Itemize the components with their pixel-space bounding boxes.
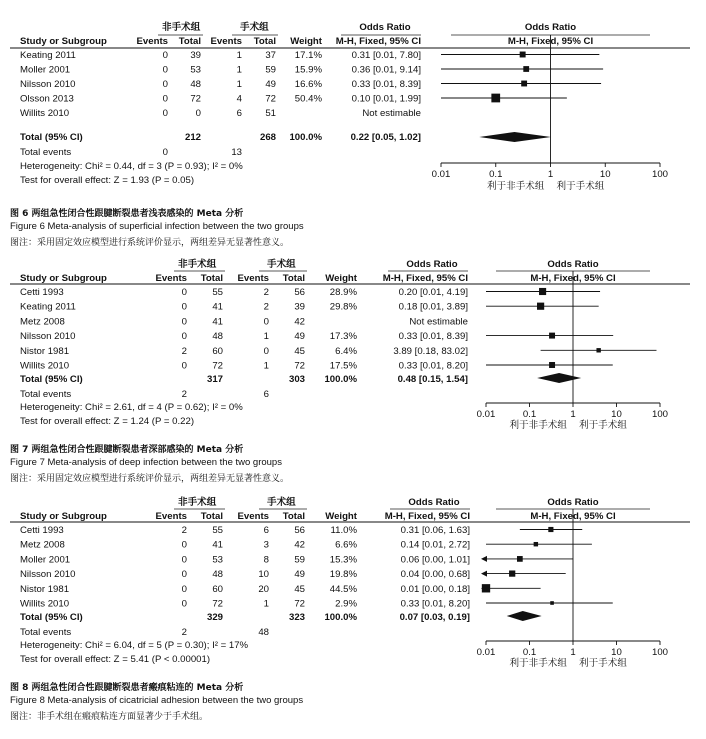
total-weight: 100.0% <box>289 132 322 143</box>
study-total2: 59 <box>294 554 305 566</box>
group1-header: 非手术组 <box>162 22 201 33</box>
study-name: Cetti 1993 <box>20 525 64 536</box>
study-total2: 49 <box>294 569 305 581</box>
x-axis-tick-label: 0.01 <box>476 409 496 420</box>
favours-left-label: 利于非手术组 <box>486 181 545 192</box>
study-total1: 41 <box>212 301 223 313</box>
figure-caption-en: Figure 7 Meta-analysis of deep infection between the two groups <box>10 457 282 468</box>
study-or-ci: 0.18 [0.01, 3.89] <box>398 301 468 313</box>
effect-square <box>482 584 490 592</box>
study-events1: 0 <box>162 79 168 90</box>
heterogeneity-text: Heterogeneity: Chi² = 2.61, df = 4 (P = 0.62); I² = 0% <box>20 402 243 413</box>
study-or-ci: 0.36 [0.01, 9.14] <box>351 64 421 76</box>
study-events2: 10 <box>258 569 269 581</box>
total-events1: 2 <box>181 627 187 638</box>
study-total2: 42 <box>294 316 305 328</box>
total-events2: 13 <box>231 147 242 158</box>
study-name: Willits 2010 <box>20 108 70 119</box>
x-axis-tick-label: 1 <box>570 647 576 658</box>
study-events2: 6 <box>236 108 242 119</box>
study-events2: 1 <box>263 598 269 610</box>
x-axis-tick-label: 10 <box>611 647 622 658</box>
favours-left-label: 利于非手术组 <box>509 658 567 669</box>
study-weight: 19.8% <box>329 569 357 581</box>
col-header-weight: Weight <box>325 511 357 522</box>
study-weight: 17.3% <box>329 331 357 343</box>
effect-square <box>534 542 538 546</box>
forest-figure-deep-infection <box>0 256 706 492</box>
study-name: Nilsson 2010 <box>20 569 76 581</box>
col-header-or-method: M-H, Fixed, 95% CI <box>335 36 421 47</box>
study-name: Moller 2001 <box>20 554 71 566</box>
heterogeneity-text: Heterogeneity: Chi² = 0.44, df = 3 (P = 0.93); I² = 0% <box>20 161 243 172</box>
total-events2: 6 <box>263 389 269 400</box>
study-name: Willits 2010 <box>20 360 70 372</box>
study-total2: 45 <box>294 583 305 595</box>
total-or-ci: 0.48 [0.15, 1.54] <box>397 374 468 385</box>
study-total2: 39 <box>294 301 305 313</box>
study-total2: 56 <box>294 287 305 298</box>
study-total1: 48 <box>190 79 201 90</box>
study-total1: 55 <box>212 287 223 298</box>
forest-table-and-plot <box>0 0 706 200</box>
study-name: Keating 2011 <box>20 50 76 61</box>
col-header-study: Study or Subgroup <box>20 36 107 47</box>
or-title-header: Odds Ratio <box>406 259 458 270</box>
x-axis-tick-label: 100 <box>651 169 669 180</box>
study-or-ci: 0.31 [0.01, 7.80] <box>351 50 421 61</box>
study-name: Nistor 1981 <box>20 583 70 595</box>
figure-caption-note: 图注：非手术组在瘢痕粘连方面显著少于手术组。 <box>10 712 209 722</box>
study-events1: 0 <box>181 554 187 566</box>
study-events1: 2 <box>181 345 187 357</box>
study-weight: 11.0% <box>330 525 357 536</box>
overall-effect-text: Test for overall effect: Z = 1.24 (P = 0.22) <box>20 416 195 427</box>
study-total1: 72 <box>212 360 223 372</box>
x-axis-tick-label: 1 <box>570 409 576 420</box>
col-header-weight: Weight <box>325 273 357 284</box>
forest-table-and-plot <box>0 494 706 679</box>
plot-title-header: Odds Ratio <box>547 497 599 508</box>
effect-square <box>491 94 500 103</box>
col-header-events2: Events <box>237 511 269 522</box>
study-total2: 42 <box>294 539 305 551</box>
study-or-ci: 0.06 [0.00, 1.01] <box>400 554 470 566</box>
study-name: Metz 2008 <box>20 316 65 328</box>
total-weight: 100.0% <box>324 374 357 385</box>
x-axis-tick-label: 0.1 <box>522 647 537 658</box>
ci-left-arrow <box>481 556 487 562</box>
study-events1: 0 <box>181 539 187 551</box>
study-weight: 2.9% <box>335 598 357 610</box>
col-header-plot-method: M-H, Fixed, 95% CI <box>530 511 616 522</box>
figure-caption-note: 图注：采用固定效应模型进行系统评价显示，两组差异无显著性意义。 <box>10 238 290 248</box>
favours-left-label: 利于非手术组 <box>509 420 567 431</box>
total-n1: 212 <box>184 132 201 143</box>
study-name: Metz 2008 <box>20 539 65 551</box>
effect-square <box>523 66 529 72</box>
effect-square <box>596 348 600 352</box>
overall-effect-text: Test for overall effect: Z = 1.93 (P = 0.05) <box>20 175 195 186</box>
total-weight: 100.0% <box>324 612 357 623</box>
study-total2: 49 <box>294 331 305 343</box>
figure-caption-cn: 图 7 两组急性闭合性跟腱断裂患者深部感染的 Meta 分析 <box>10 445 244 455</box>
study-events1: 0 <box>181 301 187 313</box>
study-events2: 2 <box>263 301 269 313</box>
study-total2: 72 <box>265 93 276 105</box>
pooled-diamond <box>537 373 581 383</box>
x-axis-tick-label: 100 <box>651 647 669 658</box>
effect-square <box>550 601 554 605</box>
favours-right-label: 利于手术组 <box>556 181 605 192</box>
group1-header: 非手术组 <box>178 259 217 270</box>
total-or-ci: 0.22 [0.05, 1.02] <box>350 132 421 143</box>
col-header-weight: Weight <box>290 36 322 47</box>
study-name: Nilsson 2010 <box>20 331 76 343</box>
group2-header: 手术组 <box>267 497 296 508</box>
study-or-ci: 0.31 [0.06, 1.63] <box>400 525 470 536</box>
study-events1: 0 <box>181 331 187 343</box>
x-axis-tick-label: 1 <box>547 169 554 180</box>
study-name: Nilsson 2010 <box>20 79 76 90</box>
study-total1: 0 <box>195 108 201 119</box>
col-header-events2: Events <box>237 273 269 284</box>
study-or-ci: 0.33 [0.01, 8.20] <box>400 598 470 610</box>
study-weight: 6.4% <box>335 345 357 357</box>
x-axis-tick-label: 10 <box>611 409 622 420</box>
effect-square <box>537 303 544 310</box>
study-events1: 0 <box>181 316 187 328</box>
study-or-ci: 0.01 [0.00, 0.18] <box>400 583 470 595</box>
study-weight: 29.8% <box>329 301 357 313</box>
overall-effect-text: Test for overall effect: Z = 5.41 (P < 0.00001) <box>20 654 211 665</box>
study-events2: 1 <box>236 50 242 61</box>
total-n1: 317 <box>206 374 223 385</box>
plot-title-header: Odds Ratio <box>524 22 577 33</box>
study-events1: 0 <box>181 569 187 581</box>
total-or-ci: 0.07 [0.03, 0.19] <box>399 612 470 623</box>
figure-caption-en: Figure 6 Meta-analysis of superficial infection between the two groups <box>10 221 304 232</box>
study-total1: 60 <box>212 345 223 357</box>
col-header-events2: Events <box>210 36 242 47</box>
group2-header: 手术组 <box>240 22 269 33</box>
col-header-events1: Events <box>136 36 168 47</box>
study-weight: 15.3% <box>329 554 357 566</box>
study-total2: 51 <box>265 108 276 119</box>
study-name: Olsson 2013 <box>20 93 74 105</box>
col-header-plot-method: M-H, Fixed, 95% CI <box>530 273 616 284</box>
study-total2: 45 <box>294 345 305 357</box>
total-n2: 268 <box>259 132 276 143</box>
study-events2: 3 <box>263 539 269 551</box>
study-total2: 59 <box>265 64 276 76</box>
study-total1: 53 <box>212 554 223 566</box>
effect-square <box>521 81 527 87</box>
x-axis-tick-label: 0.01 <box>476 647 496 658</box>
study-events2: 1 <box>263 331 269 343</box>
group1-header: 非手术组 <box>178 497 217 508</box>
study-total2: 56 <box>294 525 305 536</box>
figure-caption-en: Figure 8 Meta-analysis of cicatricial adhesion between the two groups <box>10 695 304 706</box>
study-or-ci: 0.04 [0.00, 0.68] <box>400 569 470 581</box>
study-events2: 1 <box>236 64 242 76</box>
study-total1: 48 <box>212 331 223 343</box>
study-or-ci: Not estimable <box>409 316 468 328</box>
study-total1: 53 <box>190 64 201 76</box>
total-events-label: Total events <box>20 627 72 638</box>
study-total2: 37 <box>265 50 276 61</box>
study-weight: 17.1% <box>294 50 322 61</box>
study-events2: 0 <box>263 316 269 328</box>
study-total1: 72 <box>190 93 201 105</box>
study-events1: 0 <box>162 64 168 76</box>
x-axis-tick-label: 0.1 <box>489 169 503 180</box>
study-name: Keating 2011 <box>20 301 76 313</box>
study-name: Nistor 1981 <box>20 345 70 357</box>
study-events1: 0 <box>162 108 168 119</box>
study-name: Willits 2010 <box>20 598 70 610</box>
col-header-study: Study or Subgroup <box>20 511 107 522</box>
study-total2: 72 <box>294 598 305 610</box>
study-weight: 16.6% <box>294 79 322 90</box>
study-or-ci: 0.14 [0.01, 2.72] <box>400 539 470 551</box>
total-events1: 2 <box>181 389 187 400</box>
study-total1: 41 <box>212 539 223 551</box>
study-events1: 0 <box>181 360 187 372</box>
figure-caption-cn: 图 6 两组急性闭合性跟腱断裂患者浅表感染的 Meta 分析 <box>10 209 244 219</box>
effect-square <box>517 556 523 562</box>
x-axis-tick-label: 10 <box>599 169 611 180</box>
x-axis-tick-label: 0.01 <box>431 169 451 180</box>
total-events1: 0 <box>162 147 168 158</box>
favours-right-label: 利于手术组 <box>579 658 627 669</box>
col-header-total1: Total <box>178 36 201 47</box>
pooled-diamond <box>479 132 551 142</box>
figure-caption-note: 图注：采用固定效应模型进行系统评价显示，两组差异无显著性意义。 <box>10 474 290 484</box>
study-events2: 2 <box>263 287 269 298</box>
study-events2: 1 <box>236 79 242 90</box>
study-weight: 44.5% <box>329 583 357 595</box>
col-header-plot-method: M-H, Fixed, 95% CI <box>507 36 594 47</box>
study-weight: 50.4% <box>294 93 322 105</box>
total-events2: 48 <box>258 627 269 638</box>
study-or-ci: 0.33 [0.01, 8.39] <box>351 79 421 90</box>
total-events-label: Total events <box>20 147 72 158</box>
effect-square <box>548 527 553 532</box>
total-events-label: Total events <box>20 389 72 400</box>
favours-right-label: 利于手术组 <box>579 420 627 431</box>
study-name: Moller 2001 <box>20 64 71 76</box>
study-total1: 55 <box>212 525 223 536</box>
col-header-or-method: M-H, Fixed, 95% CI <box>384 511 470 522</box>
group2-header: 手术组 <box>267 259 296 270</box>
study-weight: 15.9% <box>294 64 322 76</box>
study-events2: 20 <box>258 583 269 595</box>
study-events2: 1 <box>263 360 269 372</box>
col-header-total2: Total <box>282 273 305 284</box>
total-label: Total (95% CI) <box>20 612 83 623</box>
study-total2: 72 <box>294 360 305 372</box>
col-header-total2: Total <box>253 36 276 47</box>
total-label: Total (95% CI) <box>20 374 83 385</box>
study-events1: 2 <box>181 525 187 536</box>
total-n2: 323 <box>288 612 305 623</box>
col-header-events1: Events <box>155 511 187 522</box>
study-total2: 49 <box>265 79 276 90</box>
or-title-header: Odds Ratio <box>359 22 411 33</box>
x-axis-tick-label: 100 <box>651 409 669 420</box>
study-name: Cetti 1993 <box>20 287 64 298</box>
heterogeneity-text: Heterogeneity: Chi² = 6.04, df = 5 (P = 0.30); I² = 17% <box>20 640 249 651</box>
col-header-or-method: M-H, Fixed, 95% CI <box>382 273 468 284</box>
plot-title-header: Odds Ratio <box>547 259 599 270</box>
study-or-ci: 0.33 [0.01, 8.20] <box>398 360 468 372</box>
study-total1: 72 <box>212 598 223 610</box>
study-events1: 0 <box>162 50 168 61</box>
study-events2: 6 <box>263 525 269 536</box>
study-or-ci: 0.10 [0.01, 1.99] <box>351 93 421 105</box>
effect-square <box>520 52 526 58</box>
study-weight: 17.5% <box>329 360 357 372</box>
study-events1: 0 <box>181 287 187 298</box>
effect-square <box>509 570 515 576</box>
col-header-total1: Total <box>200 273 223 284</box>
study-weight: 28.9% <box>329 287 357 298</box>
study-or-ci: 0.20 [0.01, 4.19] <box>398 287 468 298</box>
total-n2: 303 <box>288 374 305 385</box>
study-events1: 0 <box>181 583 187 595</box>
study-or-ci: Not estimable <box>362 108 421 119</box>
effect-square <box>549 362 555 368</box>
study-weight: 6.6% <box>335 539 357 551</box>
study-total1: 41 <box>212 316 223 328</box>
study-events2: 0 <box>263 345 269 357</box>
study-events2: 4 <box>236 93 242 105</box>
effect-square <box>549 333 555 339</box>
study-events1: 0 <box>181 598 187 610</box>
col-header-study: Study or Subgroup <box>20 273 107 284</box>
study-or-ci: 3.89 [0.18, 83.02] <box>393 345 468 357</box>
total-n1: 329 <box>206 612 223 623</box>
study-total1: 39 <box>190 50 201 61</box>
forest-figure-cicatricial-adhesion <box>0 494 706 738</box>
forest-figure-superficial-infection <box>0 0 706 248</box>
study-events1: 0 <box>162 93 168 105</box>
x-axis-tick-label: 0.1 <box>522 409 537 420</box>
figure-caption-cn: 图 8 两组急性闭合性跟腱断裂患者瘢痕粘连的 Meta 分析 <box>10 683 244 693</box>
col-header-total2: Total <box>282 511 305 522</box>
forest-table-and-plot <box>0 256 706 441</box>
study-events2: 8 <box>263 554 269 566</box>
study-total1: 60 <box>212 583 223 595</box>
ci-left-arrow <box>481 571 487 577</box>
study-or-ci: 0.33 [0.01, 8.39] <box>398 331 468 343</box>
col-header-events1: Events <box>155 273 187 284</box>
col-header-total1: Total <box>200 511 223 522</box>
study-total1: 48 <box>212 569 223 581</box>
total-label: Total (95% CI) <box>20 132 83 143</box>
effect-square <box>539 288 546 295</box>
pooled-diamond <box>507 611 542 621</box>
or-title-header: Odds Ratio <box>408 497 460 508</box>
